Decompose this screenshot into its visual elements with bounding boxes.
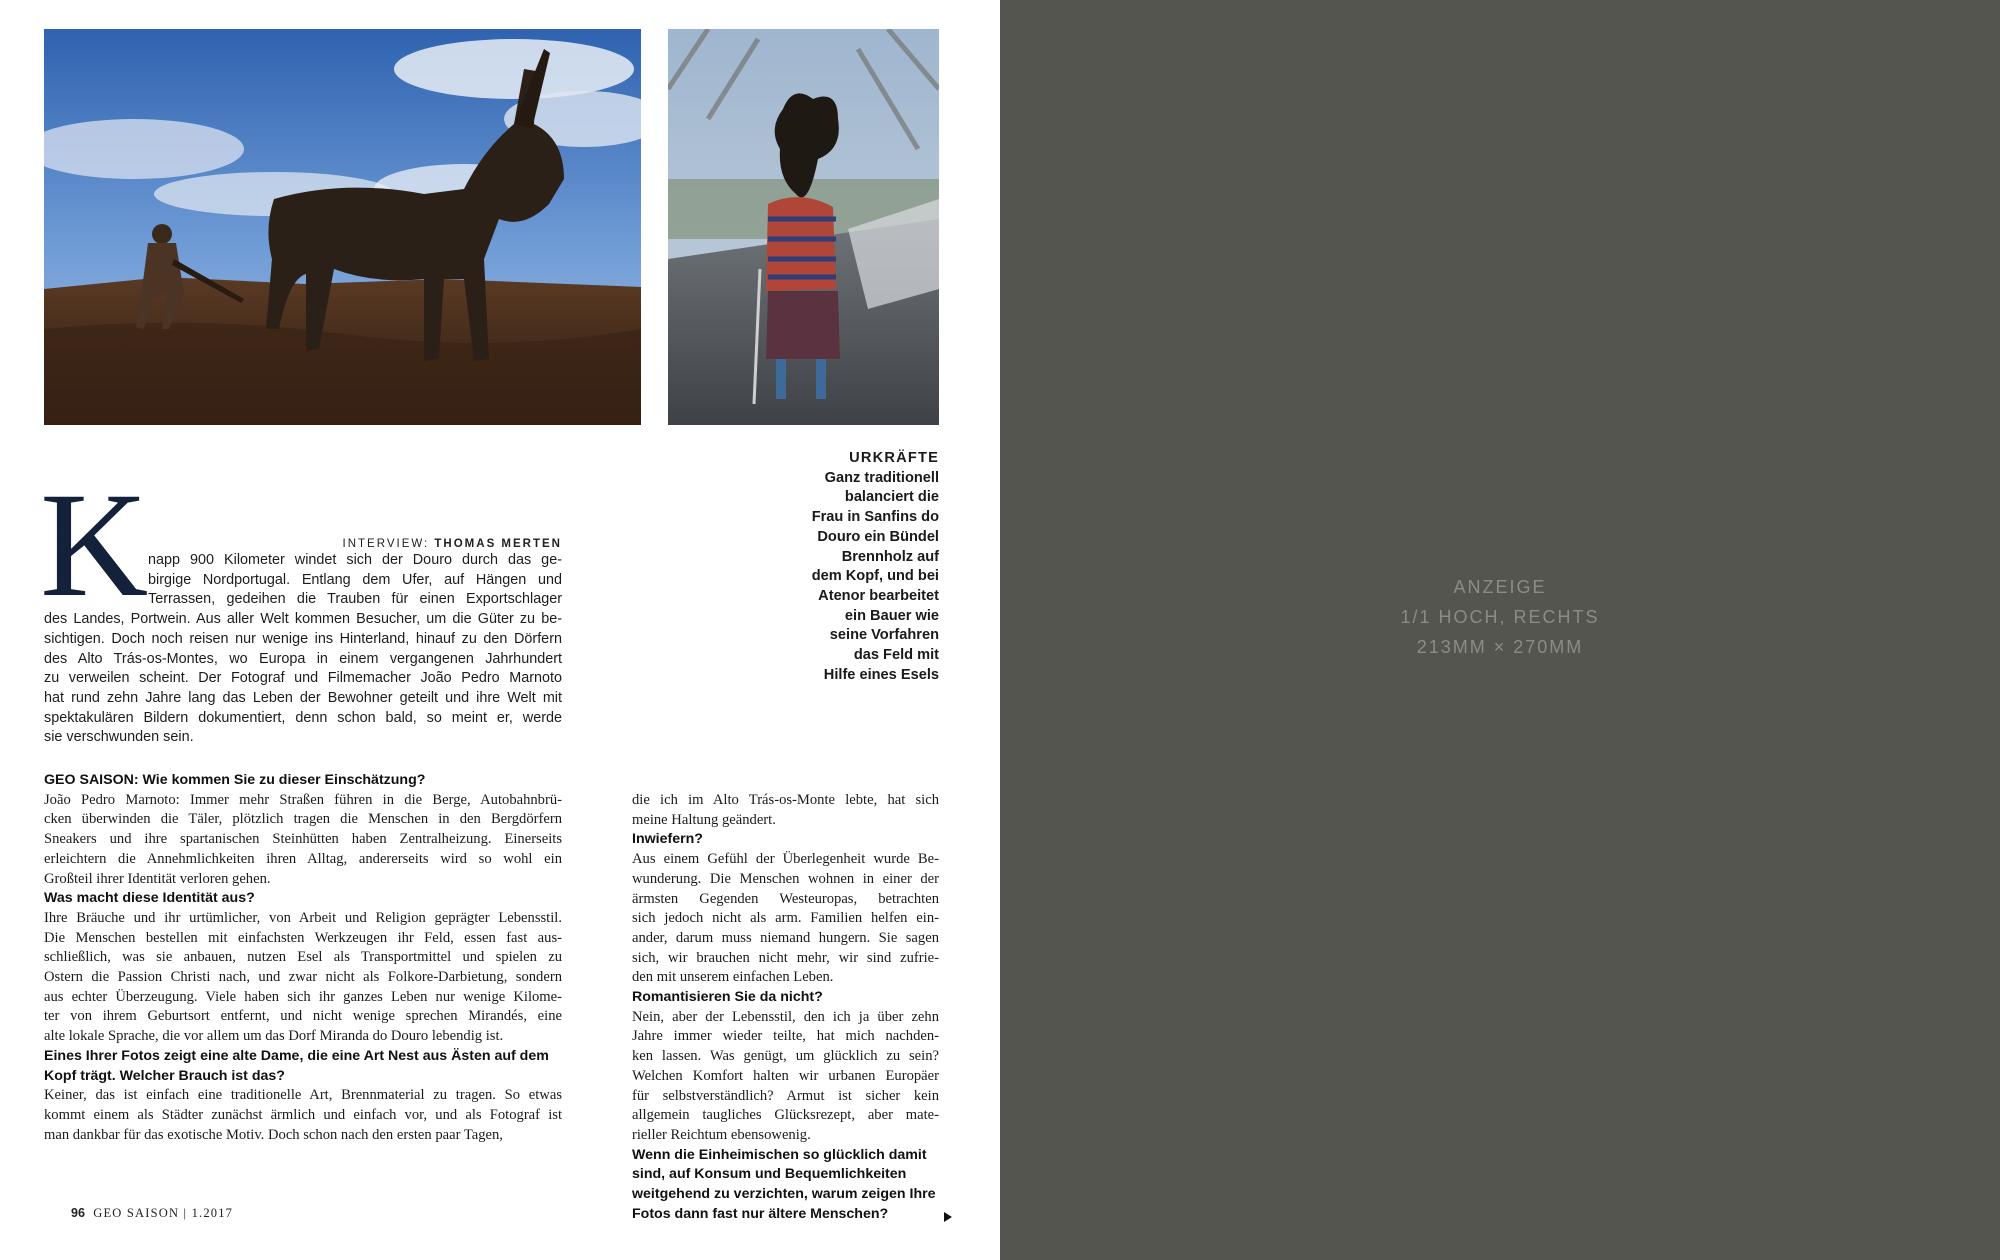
intro-line: sie verschwunden sein. [44, 729, 194, 746]
body-line: Sneakers und ihre spartanischen Steinhütten haben Zentralheizung. Einerseits [44, 831, 562, 848]
body-line: Ostern die Passion Christi nach, und zwar nicht als Folkore-Darbietung, sondern [44, 969, 562, 985]
body-line: man dankbar für das exotische Motiv. Doch schon nach den ersten paar Tagen, [44, 1126, 503, 1143]
body-line: Die Menschen bestellen mit einfachsten Werkzeugen ihr Feld, essen fast aus- [44, 929, 562, 946]
caption-line: Brennholz auf [841, 548, 939, 565]
intro-line: spektakulären Bildern dokumentiert, denn schon bald, so meint er, werde [44, 709, 562, 726]
folio [71, 1206, 233, 1221]
magazine-name: GEO SAISON [93, 1206, 180, 1220]
intro-line: napp 900 Kilometer windet sich der Douro durch das ge- [148, 552, 562, 568]
body-line: ander, darum muss niemand hungern. Sie sagen [632, 929, 939, 946]
caption-line: balanciert die [844, 489, 939, 506]
folio-separator: | [183, 1206, 192, 1220]
question-line: GEO SAISON: Wie kommen Sie zu dieser Einschätzung? [44, 772, 426, 788]
ad-line: 1/1 HOCH, RECHTS [1400, 607, 1600, 627]
body-line: Jahre immer wieder teilte, hat mich nachden- [632, 1028, 939, 1045]
question-line: Was macht diese Identität aus? [44, 890, 255, 907]
body-line: Welchen Komfort halten wir urbanen Europäer [632, 1067, 939, 1084]
byline-label: INTERVIEW: [342, 538, 430, 550]
photo-caption [780, 449, 939, 685]
body-line: ter von ihrem Geburtsort entfernt, und nicht wenige sprechen Mirandés, eine [44, 1008, 562, 1025]
body-line: Keiner, das ist einfach eine traditionelle Art, Brennmaterial zu tragen. So etwas [44, 1087, 562, 1104]
intro-line: sichtigen. Doch noch reisen nur wenige ins Hinterland, hinauf zu den Dörfern [44, 630, 562, 647]
body-line: Nein, aber der Lebensstil, den ich ja über zehn [632, 1008, 939, 1025]
page-number: 96 [71, 1206, 85, 1220]
caption-line: dem Kopf, und bei [811, 568, 939, 585]
ad-line: ANZEIGE [1453, 577, 1547, 597]
photo-donkey-farmer [44, 29, 641, 425]
question-line: Eines Ihrer Fotos zeigt eine alte Dame, die eine Art Nest aus Ästen auf dem [44, 1047, 549, 1064]
body-line: sich jedoch nicht als arm. Familien helfen ein- [632, 910, 939, 927]
caption-line: das Feld mit [853, 647, 939, 664]
caption-line: seine Vorfahren [829, 627, 939, 644]
triangle-right-icon [944, 1212, 952, 1222]
caption-line: Douro ein Bündel [817, 528, 939, 545]
body-line: rieller Reichtum ebensowenig. [632, 1126, 811, 1143]
body-line: Großteil ihrer Identität verloren gehen. [44, 870, 271, 887]
body-line: Ihre Bräuche und ihr urtümlicher, von Arbeit und Religion geprägter Lebensstil. [44, 909, 562, 926]
caption-line: ein Bauer wie [844, 607, 939, 624]
body-line: aus echter Überzeugung. Viele haben sich ihr ganzes Leben nur wenige Kilome- [44, 988, 562, 1005]
question-line: Inwiefern? [632, 831, 703, 848]
body-line: allgemein taugliches Glücksrezept, aber mate- [632, 1107, 939, 1124]
body-line: sich, wir brauchen nicht mehr, wir sind zufrie- [632, 949, 939, 966]
caption-line: Atenor bearbeitet [818, 587, 939, 604]
intro-line: birgige Nordportugal. Entlang dem Ufer, auf Hängen und [148, 571, 562, 588]
byline [270, 538, 562, 550]
photo-woman-firewood [668, 29, 939, 425]
caption-line: Frau in Sanfins do [811, 509, 939, 526]
question-line: Fotos dann fast nur ältere Menschen? [632, 1205, 889, 1222]
caption-line: Ganz traditionell [824, 469, 939, 486]
body-line: den mit unserem einfachen Leben. [632, 969, 834, 986]
ad-placeholder [1000, 572, 2000, 662]
body-line: kommt einem als Städter zunächst ärmlich und einfach vor, und als Fotograf ist [44, 1106, 562, 1123]
intro-line: zu verweilen scheint. Der Fotograf und Filmemacher João Pedro Marnoto [44, 670, 562, 687]
body-line: erleichtern die Annehmlichkeiten ihren Alltag, andererseits wird so wohl ein [44, 850, 562, 867]
caption-title: URKRÄFTE [849, 450, 939, 466]
caption-line: Hilfe eines Esels [823, 666, 939, 683]
body-line: João Pedro Marnoto: Immer mehr Straßen führen in die Berge, Autobahnbrü- [44, 791, 562, 808]
body-line: Aus einem Gefühl der Überlegenheit wurde Be- [632, 851, 939, 868]
body-line: ken lassen. Was genügt, um glücklich zu sein? [632, 1048, 939, 1065]
intro-line: des Landes, Portwein. Aus aller Welt kommen Besucher, um die Güter zu be- [44, 611, 562, 628]
issue-number: 1.2017 [191, 1206, 234, 1220]
intro-line: des Alto Trás-os-Montes, wo Europa in einem vergangenen Jahrhundert [44, 650, 562, 667]
question-line: Romantisieren Sie da nicht? [632, 989, 823, 1005]
question-line: Wenn die Einheimischen so glücklich damit [632, 1146, 927, 1163]
body-line: für selbstverständlich? Armut ist sicher kein [632, 1087, 939, 1104]
body-line: wunderung. Die Menschen wohnen in einer der [632, 870, 939, 887]
question-line: sind, auf Konsum und Bequemlichkeiten [632, 1166, 907, 1183]
byline-author: THOMAS MERTEN [434, 538, 562, 550]
body-line: die ich im Alto Trás-os-Monte lebte, hat sich [632, 792, 939, 808]
body-line: alte lokale Sprache, die vor allem um das Dorf Miranda do Douro lebendig ist. [44, 1028, 504, 1045]
body-line: cken überwinden die Täler, plötzlich tragen die Menschen in den Bergdörfern [44, 811, 562, 828]
drop-cap: K [40, 462, 149, 628]
body-line: ärmsten Gegenden Westeuropas, betrachten [632, 890, 939, 907]
question-line: Kopf trägt. Welcher Brauch ist das? [44, 1067, 285, 1084]
ad-line: 213MM × 270MM [1416, 637, 1584, 657]
body-line: meine Haltung geändert. [632, 811, 776, 828]
intro-line: Terrassen, gedeihen die Trauben für einen Exportschlager [148, 591, 562, 608]
intro-line: hat rund zehn Jahre lang das Leben der Bewohner geteilt und ihre Welt mit [44, 689, 562, 706]
body-line: schließlich, was sie anbauen, nutzen Esel als Transportmittel und spielen zu [44, 949, 562, 966]
question-line: weitgehend zu verzichten, warum zeigen Ihre [632, 1186, 936, 1202]
